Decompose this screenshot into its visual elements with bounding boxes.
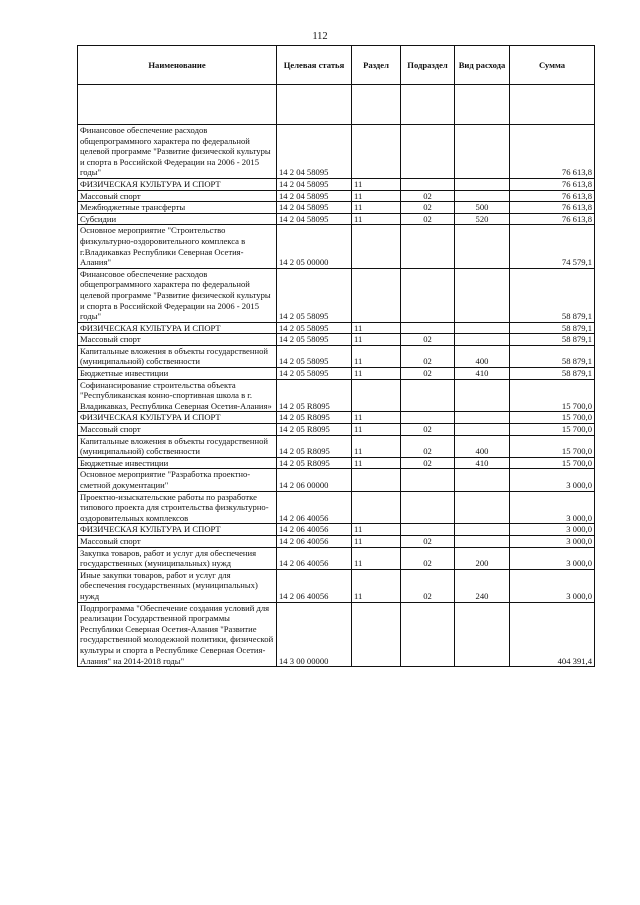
row-article: 14 2 05 58095 <box>277 345 352 367</box>
row-expense-type <box>455 491 510 524</box>
row-article: 14 2 05 58095 <box>277 268 352 322</box>
row-name: Капитальные вложения в объекты государственной (муниципальной) собственности <box>78 435 277 457</box>
row-expense-type: 200 <box>455 547 510 569</box>
row-sum: 76 613,8 <box>510 178 595 190</box>
row-subsection: 02 <box>401 457 455 469</box>
row-section: 11 <box>352 368 401 380</box>
row-sum: 76 613,8 <box>510 190 595 202</box>
row-section: 11 <box>352 535 401 547</box>
budget-table <box>77 45 595 667</box>
row-subsection: 02 <box>401 535 455 547</box>
row-article: 14 2 06 40056 <box>277 491 352 524</box>
row-name: Иные закупки товаров, работ и услуг для обеспечения государственных (муниципальных) нужд <box>78 569 277 602</box>
table-row <box>78 569 595 602</box>
spacer-cell <box>277 85 352 125</box>
row-subsection: 02 <box>401 435 455 457</box>
row-subsection <box>401 412 455 424</box>
header-subsection: Подраздел <box>401 46 455 85</box>
row-subsection <box>401 125 455 179</box>
row-expense-type <box>455 322 510 334</box>
row-expense-type <box>455 190 510 202</box>
row-expense-type: 240 <box>455 569 510 602</box>
row-expense-type: 410 <box>455 457 510 469</box>
table-row <box>78 457 595 469</box>
row-article: 14 2 05 R8095 <box>277 457 352 469</box>
row-expense-type <box>455 602 510 667</box>
table-row <box>78 491 595 524</box>
row-sum: 15 700,0 <box>510 435 595 457</box>
row-expense-type <box>455 225 510 268</box>
spacer-cell <box>455 85 510 125</box>
row-name: Капитальные вложения в объекты государственной (муниципальной) собственности <box>78 345 277 367</box>
row-article: 14 2 04 58095 <box>277 190 352 202</box>
table-row <box>78 125 595 179</box>
row-subsection: 02 <box>401 213 455 225</box>
row-sum: 58 879,1 <box>510 368 595 380</box>
row-subsection: 02 <box>401 190 455 202</box>
row-section: 11 <box>352 213 401 225</box>
row-name: Финансовое обеспечение расходов общепрограммного характера по федеральной целевой программе "Развитие физической культуры и спорта в Российской Федерации на 2006 - 2015 годы" <box>78 268 277 322</box>
row-subsection: 02 <box>401 368 455 380</box>
row-section: 11 <box>352 424 401 436</box>
row-subsection <box>401 469 455 491</box>
row-name: Основное мероприятие "Разработка проектно-сметной документации" <box>78 469 277 491</box>
table-row <box>78 412 595 424</box>
row-name: Основное мероприятие "Строительство физкультурно-оздоровительного комплекса в г.Владикавказ Республики Северная Осетия-Алания" <box>78 225 277 268</box>
row-section: 11 <box>352 547 401 569</box>
row-section: 11 <box>352 569 401 602</box>
row-article: 14 2 06 00000 <box>277 469 352 491</box>
row-sum: 3 000,0 <box>510 535 595 547</box>
row-section: 11 <box>352 334 401 346</box>
row-subsection: 02 <box>401 569 455 602</box>
row-subsection: 02 <box>401 345 455 367</box>
row-article: 14 2 05 58095 <box>277 368 352 380</box>
spacer-cell <box>510 85 595 125</box>
row-name: ФИЗИЧЕСКАЯ КУЛЬТУРА И СПОРТ <box>78 322 277 334</box>
row-sum: 58 879,1 <box>510 268 595 322</box>
row-section: 11 <box>352 322 401 334</box>
header-sum: Сумма <box>510 46 595 85</box>
page-number: 112 <box>312 31 328 42</box>
row-section: 11 <box>352 524 401 536</box>
row-subsection <box>401 491 455 524</box>
row-sum: 58 879,1 <box>510 334 595 346</box>
row-subsection <box>401 178 455 190</box>
row-article: 14 2 05 R8095 <box>277 424 352 436</box>
table-row <box>78 424 595 436</box>
row-article: 14 2 06 40056 <box>277 535 352 547</box>
row-sum: 76 613,8 <box>510 213 595 225</box>
row-section <box>352 602 401 667</box>
table-row <box>78 524 595 536</box>
row-article: 14 2 06 40056 <box>277 524 352 536</box>
row-sum: 15 700,0 <box>510 379 595 412</box>
row-article: 14 2 05 58095 <box>277 334 352 346</box>
spacer-cell <box>352 85 401 125</box>
row-expense-type: 500 <box>455 202 510 214</box>
row-sum: 3 000,0 <box>510 469 595 491</box>
row-sum: 76 613,8 <box>510 125 595 179</box>
table-row <box>78 547 595 569</box>
table-header-row <box>78 46 595 85</box>
row-name: Софинансирование строительства объекта "Республиканская конно-спортивная школа в г. Владикавказ, Республика Северная Осетия-Алания» <box>78 379 277 412</box>
header-article: Целевая статья <box>277 46 352 85</box>
row-article: 14 2 04 58095 <box>277 178 352 190</box>
row-name: ФИЗИЧЕСКАЯ КУЛЬТУРА И СПОРТ <box>78 178 277 190</box>
row-article: 14 2 05 R8095 <box>277 379 352 412</box>
row-name: Бюджетные инвестиции <box>78 457 277 469</box>
header-expense-type: Вид расхода <box>455 46 510 85</box>
row-section: 11 <box>352 457 401 469</box>
row-sum: 74 579,1 <box>510 225 595 268</box>
row-subsection: 02 <box>401 202 455 214</box>
row-expense-type: 520 <box>455 213 510 225</box>
row-subsection <box>401 379 455 412</box>
row-article: 14 2 04 58095 <box>277 202 352 214</box>
row-name: Подпрограмма "Обеспечение создания условий для реализации Государственной программы Республики Северная Осетия-Алания "Развитие государственной молодежной политики, физической культуры и спорта в Республике Северная Осетия-Алания" на 2014-2018 годы" <box>78 602 277 667</box>
table-row <box>78 379 595 412</box>
row-sum: 3 000,0 <box>510 547 595 569</box>
row-name: Массовый спорт <box>78 424 277 436</box>
table-row <box>78 469 595 491</box>
row-article: 14 2 05 R8095 <box>277 412 352 424</box>
row-subsection <box>401 268 455 322</box>
header-section: Раздел <box>352 46 401 85</box>
row-article: 14 2 04 58095 <box>277 125 352 179</box>
row-name: Межбюджетные трансферты <box>78 202 277 214</box>
row-expense-type: 410 <box>455 368 510 380</box>
table-row <box>78 190 595 202</box>
row-section: 11 <box>352 412 401 424</box>
row-section <box>352 491 401 524</box>
table-row <box>78 322 595 334</box>
row-expense-type <box>455 535 510 547</box>
row-expense-type <box>455 125 510 179</box>
table-row <box>78 178 595 190</box>
row-expense-type <box>455 412 510 424</box>
row-section <box>352 379 401 412</box>
row-sum: 58 879,1 <box>510 345 595 367</box>
table-row <box>78 334 595 346</box>
row-section <box>352 268 401 322</box>
row-sum: 3 000,0 <box>510 491 595 524</box>
spacer-cell <box>78 85 277 125</box>
row-expense-type <box>455 524 510 536</box>
row-section <box>352 225 401 268</box>
row-expense-type <box>455 268 510 322</box>
row-name: Массовый спорт <box>78 190 277 202</box>
row-sum: 3 000,0 <box>510 569 595 602</box>
table-row <box>78 213 595 225</box>
row-sum: 76 613,8 <box>510 202 595 214</box>
row-article: 14 2 05 00000 <box>277 225 352 268</box>
table-row <box>78 225 595 268</box>
row-article: 14 2 04 58095 <box>277 213 352 225</box>
row-section: 11 <box>352 345 401 367</box>
row-name: Субсидии <box>78 213 277 225</box>
row-sum: 15 700,0 <box>510 424 595 436</box>
row-article: 14 2 05 R8095 <box>277 435 352 457</box>
row-subsection <box>401 322 455 334</box>
row-section <box>352 125 401 179</box>
row-name: Бюджетные инвестиции <box>78 368 277 380</box>
row-subsection: 02 <box>401 547 455 569</box>
row-subsection: 02 <box>401 334 455 346</box>
row-sum: 58 879,1 <box>510 322 595 334</box>
row-sum: 3 000,0 <box>510 524 595 536</box>
row-expense-type <box>455 379 510 412</box>
table-row <box>78 602 595 667</box>
row-article: 14 3 00 00000 <box>277 602 352 667</box>
row-name: Финансовое обеспечение расходов общепрограммного характера по федеральной целевой программе "Развитие физической культуры и спорта в Российской Федерации на 2006 - 2015 годы" <box>78 125 277 179</box>
row-expense-type <box>455 424 510 436</box>
row-name: Проектно-изыскательские работы по разработке типового проекта для строительства физкультурно-оздоровительных комплексов <box>78 491 277 524</box>
row-name: Массовый спорт <box>78 334 277 346</box>
row-section: 11 <box>352 202 401 214</box>
row-expense-type: 400 <box>455 435 510 457</box>
header-name: Наименование <box>78 46 277 85</box>
row-expense-type <box>455 334 510 346</box>
table-row <box>78 268 595 322</box>
row-sum: 15 700,0 <box>510 412 595 424</box>
row-expense-type <box>455 469 510 491</box>
table-row <box>78 435 595 457</box>
row-subsection <box>401 524 455 536</box>
table-row <box>78 368 595 380</box>
row-section: 11 <box>352 178 401 190</box>
row-name: ФИЗИЧЕСКАЯ КУЛЬТУРА И СПОРТ <box>78 412 277 424</box>
row-name: Массовый спорт <box>78 535 277 547</box>
table-row <box>78 345 595 367</box>
row-section: 11 <box>352 190 401 202</box>
table-spacer-row <box>78 85 595 125</box>
row-subsection <box>401 602 455 667</box>
row-section: 11 <box>352 435 401 457</box>
spacer-cell <box>401 85 455 125</box>
row-section <box>352 469 401 491</box>
table-row <box>78 535 595 547</box>
table-row <box>78 202 595 214</box>
row-name: ФИЗИЧЕСКАЯ КУЛЬТУРА И СПОРТ <box>78 524 277 536</box>
row-article: 14 2 05 58095 <box>277 322 352 334</box>
row-name: Закупка товаров, работ и услуг для обеспечения государственных (муниципальных) нужд <box>78 547 277 569</box>
row-subsection <box>401 225 455 268</box>
row-sum: 404 391,4 <box>510 602 595 667</box>
row-article: 14 2 06 40056 <box>277 569 352 602</box>
row-sum: 15 700,0 <box>510 457 595 469</box>
row-subsection: 02 <box>401 424 455 436</box>
row-expense-type <box>455 178 510 190</box>
row-article: 14 2 06 40056 <box>277 547 352 569</box>
row-expense-type: 400 <box>455 345 510 367</box>
